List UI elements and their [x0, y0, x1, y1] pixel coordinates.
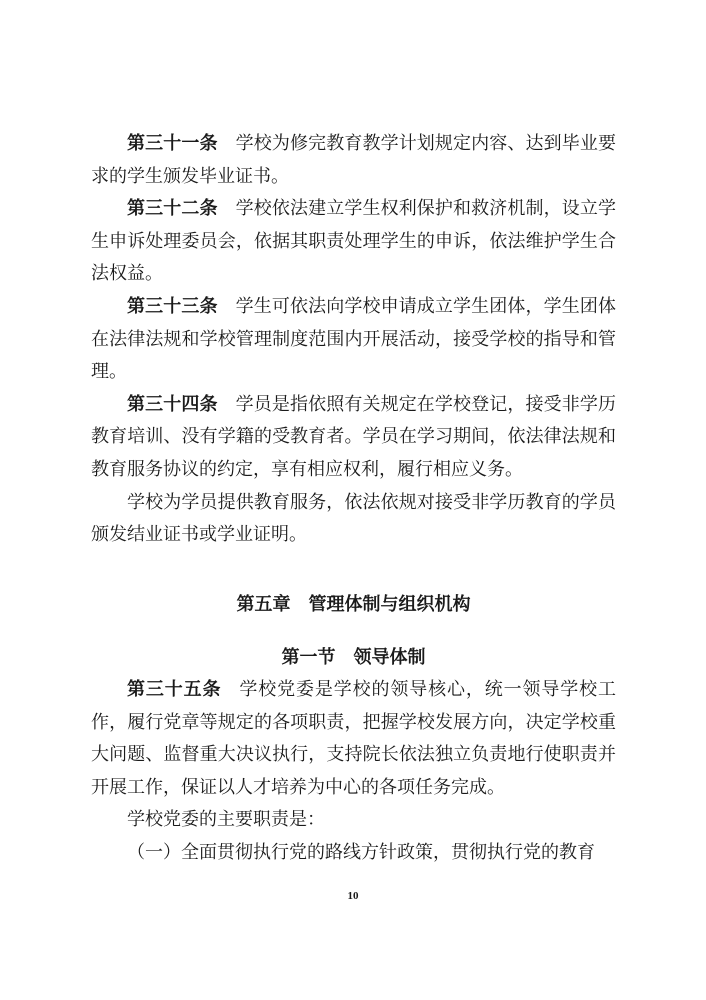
article-text: 学校依法建立学生权利保护和救济机制，设立学生申诉处理委员会，依据其职责处理学生的申诉，依法维护学生合法权益。: [91, 198, 617, 285]
article-label: 第三十三条: [127, 295, 218, 317]
article-label: 第三十一条: [127, 133, 218, 154]
trainee-services-paragraph: 学校为学员提供教育服务，依法依规对接受非学历教育的学员颁发结业证书或学业证明。: [91, 491, 616, 546]
article-label: 第三十五条: [127, 679, 222, 700]
article-text: 学员是指依照有关规定在学校登记，接受非学历教育培训、没有学籍的受教育者。学员在学习期间，依法律法规和教育服务协议的约定，享有相应权利，履行相应义务。: [91, 393, 617, 480]
article-text: 学校为修完教育教学计划规定内容、达到毕业要求的学生颁发毕业证书。: [91, 133, 617, 187]
upper-body-text: [91, 128, 616, 552]
article-label: 第三十二条: [127, 198, 218, 220]
article-35: [91, 674, 616, 804]
article-32: [91, 193, 616, 291]
article-33: [91, 291, 616, 389]
duty-item-1: （一）全面贯彻执行党的路线方针政策，贯彻执行党的教育: [127, 841, 595, 863]
article-34: [91, 389, 616, 487]
article-text: 学生可依法向学校申请成立学生团体，学生团体在法律法规和学校管理制度范围内开展活动，接受学校的指导和管理。: [91, 295, 617, 383]
section-heading: 第一节 领导体制: [281, 647, 426, 668]
article-label: 第三十四条: [127, 393, 218, 415]
lower-body-text: [91, 674, 616, 870]
article-text: 学校党委是学校的领导核心，统一领导学校工作，履行党章等规定的各项职责，把握学校发展方向，决定学校重大问题、监督重大决议执行，支持院长依法独立负责地行使职责并开展工作，保证以人才培养为中心的各项任务完成。: [91, 679, 616, 798]
chapter-heading: 第五章 管理体制与组织机构: [236, 594, 471, 615]
article-31: [91, 128, 616, 193]
duties-intro: 学校党委的主要职责是：: [127, 809, 325, 831]
page-number: 10: [347, 890, 359, 902]
